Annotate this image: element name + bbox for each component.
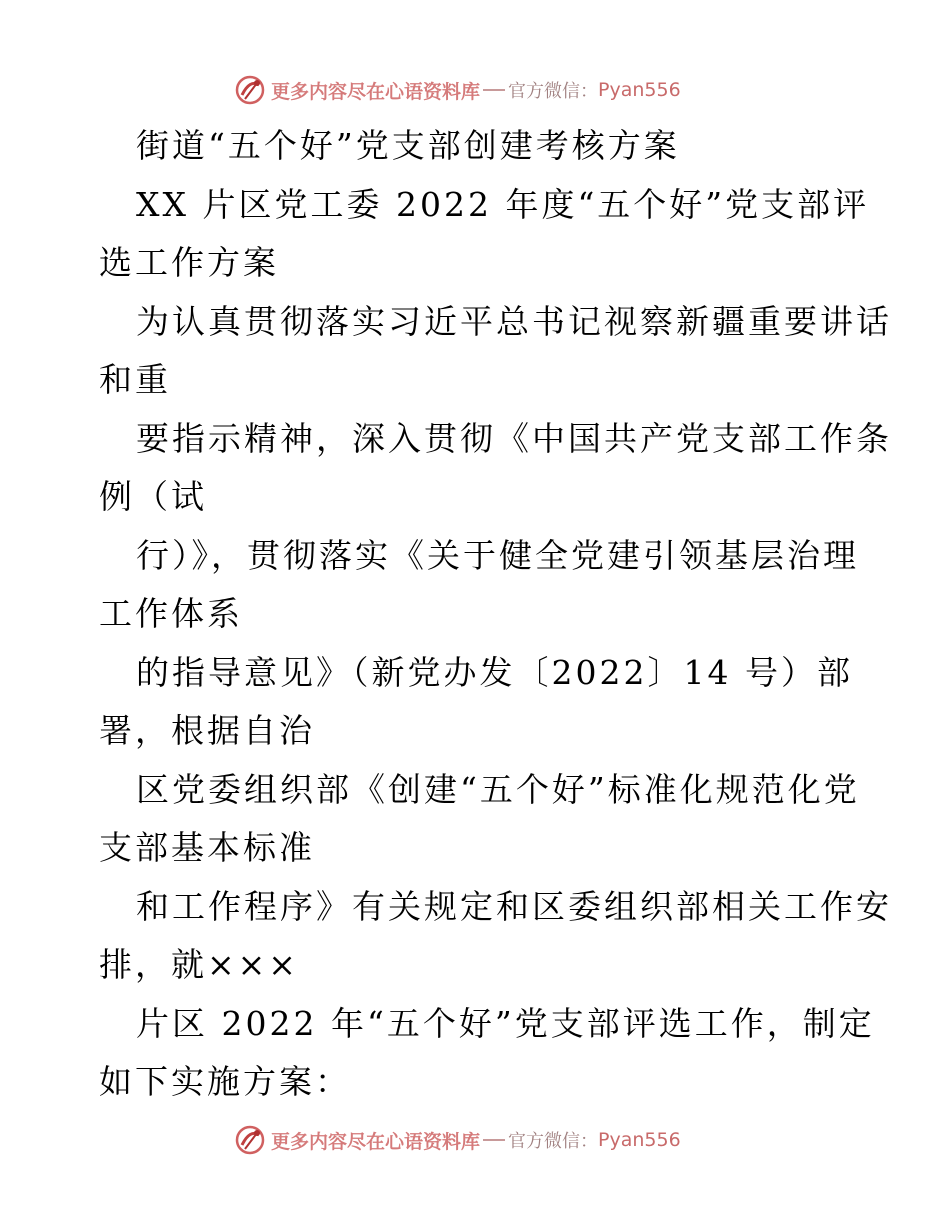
- logo-icon: [233, 73, 267, 107]
- doc-line: 例（试: [99, 477, 207, 516]
- doc-line: XX 片区党工委 2022 年度“五个好”党支部评: [136, 185, 870, 224]
- doc-line: 如下实施方案：: [99, 1062, 351, 1101]
- watermark-dash: [483, 1139, 505, 1141]
- watermark-sub-text: 官方微信：: [508, 81, 599, 102]
- doc-line: 区党委组织部《创建“五个好”标准化规范化党: [136, 770, 860, 809]
- doc-line: 要指示精神，深入贯彻《中国共产党支部工作条: [136, 419, 892, 458]
- doc-line: 排，就×××: [99, 945, 299, 984]
- doc-line: 片区 2022 年“五个好”党支部评选工作，制定: [136, 1004, 875, 1043]
- doc-line: 行）》，贯彻落实《关于健全党建引领基层治理: [136, 536, 859, 575]
- watermark-header: [233, 70, 681, 110]
- doc-line: 和工作程序》有关规定和区委组织部相关工作安: [136, 887, 892, 926]
- doc-line: 为认真贯彻落实习近平总书记视察新疆重要讲话: [136, 302, 892, 341]
- doc-line: 署，根据自治: [99, 711, 315, 750]
- doc-line: 的指导意见》（新党办发〔2022〕14 号）部: [136, 653, 853, 692]
- doc-line: 和重: [99, 360, 171, 399]
- doc-title: 街道“五个好”党支部创建考核方案: [136, 126, 680, 165]
- watermark-footer: [233, 1120, 681, 1160]
- doc-line: 支部基本标准: [99, 828, 315, 867]
- watermark-main-text: 更多内容尽在心语资料库: [271, 80, 481, 103]
- logo-icon: [233, 1123, 267, 1157]
- watermark-dash: [483, 89, 505, 91]
- doc-line: 选工作方案: [99, 243, 279, 282]
- watermark-id: Pyan556: [598, 1129, 681, 1151]
- watermark-main-text: 更多内容尽在心语资料库: [271, 1130, 481, 1153]
- doc-line: 工作体系: [99, 594, 243, 633]
- watermark-id: Pyan556: [598, 79, 681, 101]
- watermark-sub-text: 官方微信：: [508, 1131, 599, 1152]
